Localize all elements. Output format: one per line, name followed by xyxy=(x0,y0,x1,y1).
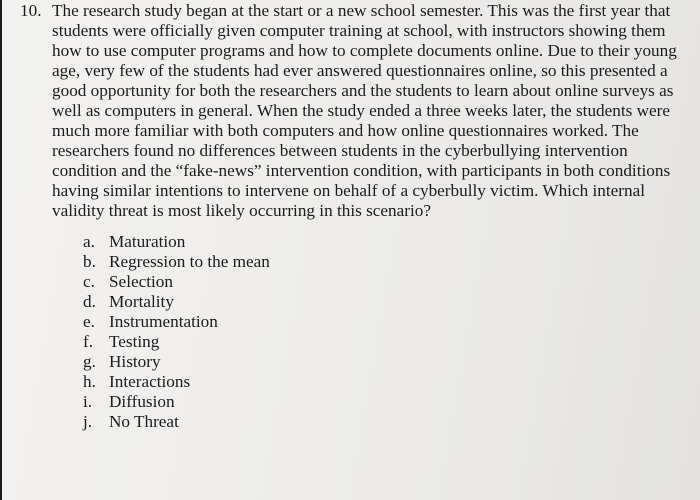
option-letter: h. xyxy=(83,372,96,391)
option-text: Instrumentation xyxy=(109,312,218,331)
option-letter: g. xyxy=(83,352,96,371)
option-letter: d. xyxy=(83,292,96,311)
answer-option-h[interactable] xyxy=(83,372,190,392)
question-text-line: students were officially given computer training at school, with instructors showing them xyxy=(52,21,666,40)
answer-option-d[interactable] xyxy=(83,292,174,312)
answer-option-a[interactable] xyxy=(83,232,185,252)
option-text: Mortality xyxy=(109,292,174,311)
option-letter: f. xyxy=(83,332,94,351)
option-letter: j. xyxy=(83,412,93,431)
question-text-line: having similar intentions to intervene on behalf of a cyberbully victim. Which internal xyxy=(52,181,645,200)
question-text-line: age, very few of the students had ever answered questionnaires online, so this presented a xyxy=(52,61,668,80)
option-text: Maturation xyxy=(109,232,186,251)
answer-option-b[interactable] xyxy=(83,252,270,272)
answer-option-e[interactable] xyxy=(83,312,218,332)
question-text-line: validity threat is most likely occurring in this scenario? xyxy=(52,201,431,220)
option-letter: a. xyxy=(83,232,95,251)
option-text: Interactions xyxy=(109,372,191,391)
answer-option-f[interactable] xyxy=(83,332,159,352)
question-text-line: much more familiar with both computers and how online questionnaires worked. The xyxy=(52,121,639,140)
question-text-line: good opportunity for both the researchers and the students to learn about online surveys as xyxy=(52,81,674,100)
option-text: Selection xyxy=(109,272,173,291)
answer-option-c[interactable] xyxy=(83,272,173,292)
option-text: No Threat xyxy=(109,412,179,431)
question-text-line: well as computers in general. When the study ended a three weeks later, the students were xyxy=(52,101,671,120)
option-letter: c. xyxy=(83,272,95,291)
answer-option-i[interactable] xyxy=(83,392,175,412)
page-left-border xyxy=(0,0,2,500)
question-text-line: condition and the “fake-news” intervention condition, with participants in both conditions xyxy=(52,161,671,180)
answer-option-g[interactable] xyxy=(83,352,161,372)
question-text-line: The research study began at the start or a new school semester. This was the first year that xyxy=(52,1,671,20)
option-text: Regression to the mean xyxy=(109,252,270,271)
question-text-line: researchers found no differences between students in the cyberbullying intervention xyxy=(52,141,628,160)
option-letter: e. xyxy=(83,312,95,331)
question-text-line: how to use computer programs and how to complete documents online. Due to their young xyxy=(52,41,677,60)
question-number: 10. xyxy=(20,1,42,20)
option-letter: i. xyxy=(83,392,93,411)
option-text: Diffusion xyxy=(109,392,175,411)
option-text: History xyxy=(109,352,161,371)
answer-option-j[interactable] xyxy=(83,412,179,432)
option-letter: b. xyxy=(83,252,96,271)
option-text: Testing xyxy=(109,332,160,351)
